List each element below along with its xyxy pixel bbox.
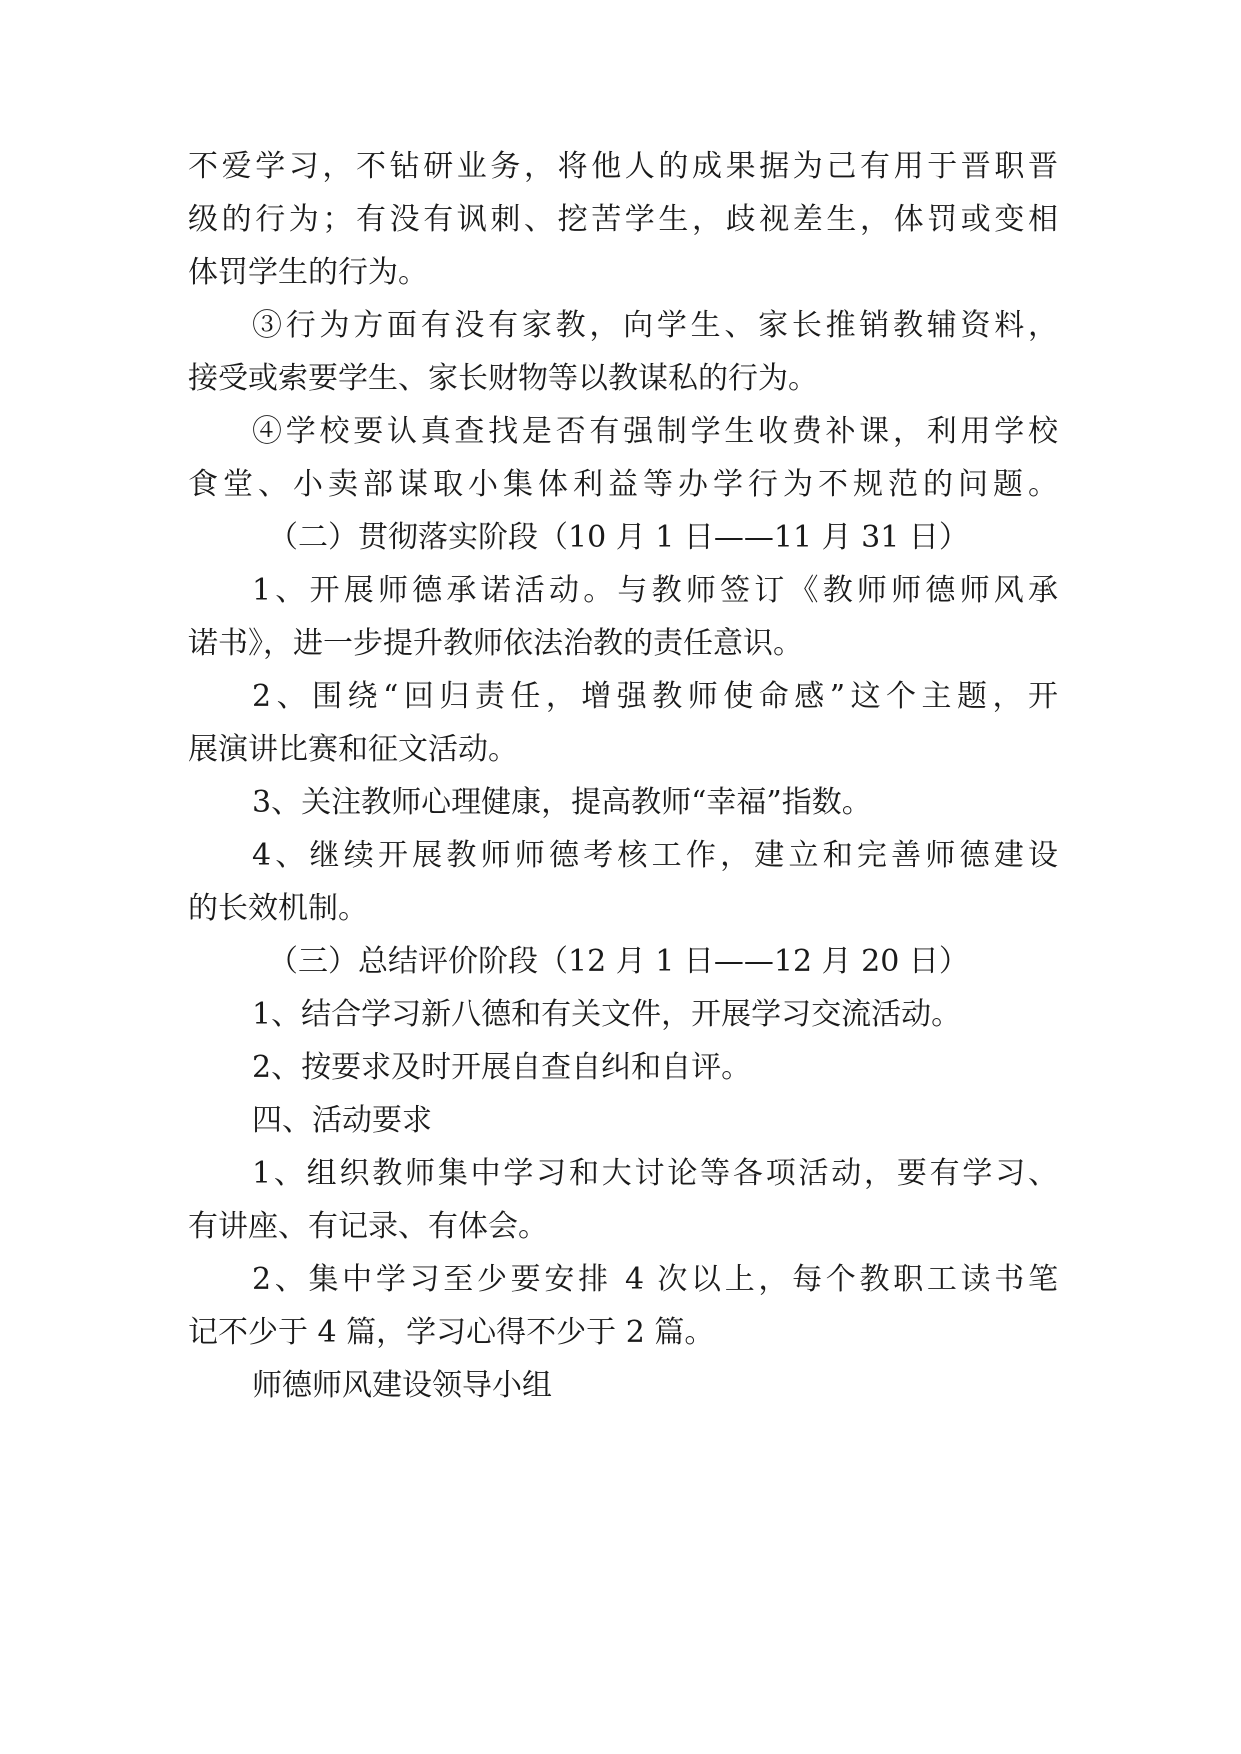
section-heading: （三）总结评价阶段（12 月 1 日——12 月 20 日）: [268, 944, 969, 979]
paragraph-line: 展演讲比赛和征文活动。: [188, 732, 518, 767]
paragraph-line: 接受或索要学生、家长财物等以教谋私的行为。: [188, 361, 818, 396]
section-heading: （二）贯彻落实阶段（10 月 1 日——11 月 31 日）: [268, 520, 969, 555]
paragraph-line: 记不少于 4 篇，学习心得不少于 2 篇。: [188, 1315, 715, 1350]
paragraph-line: 食堂、小卖部谋取小集体利益等办学行为不规范的问题。: [188, 467, 1058, 502]
paragraph-line: ④学校要认真查找是否有强制学生收费补课，利用学校: [252, 414, 1058, 449]
paragraph-line: 1、结合学习新八德和有关文件，开展学习交流活动。: [252, 997, 962, 1032]
paragraph-line: 有讲座、有记录、有体会。: [188, 1209, 548, 1244]
signature-line: 师德师风建设领导小组: [252, 1368, 552, 1403]
paragraph-line: 体罚学生的行为。: [188, 255, 428, 290]
paragraph-line: 的长效机制。: [188, 891, 368, 926]
paragraph-line: 1、开展师德承诺活动。与教师签订《教师师德师风承: [252, 573, 1058, 608]
paragraph-line: 4、继续开展教师师德考核工作，建立和完善师德建设: [252, 838, 1058, 873]
paragraph-line: 2、按要求及时开展自查自纠和自评。: [252, 1050, 752, 1085]
paragraph-line: 2、集中学习至少要安排 4 次以上，每个教职工读书笔: [252, 1262, 1058, 1297]
paragraph-line: 不爱学习，不钻研业务，将他人的成果据为己有用于晋职晋: [188, 149, 1058, 184]
paragraph-line: 2、围绕“回归责任，增强教师使命感”这个主题，开: [252, 679, 1058, 714]
section-heading: 四、活动要求: [252, 1103, 432, 1138]
paragraph-line: 诺书》，进一步提升教师依法治教的责任意识。: [188, 626, 803, 661]
paragraph-line: 3、关注教师心理健康，提高教师“幸福”指数。: [252, 785, 872, 820]
paragraph-line: 1、组织教师集中学习和大讨论等各项活动，要有学习、: [252, 1156, 1058, 1191]
paragraph-line: 级的行为；有没有讽刺、挖苦学生，歧视差生，体罚或变相: [188, 202, 1058, 237]
paragraph-line: ③行为方面有没有家教，向学生、家长推销教辅资料，: [252, 308, 1058, 343]
